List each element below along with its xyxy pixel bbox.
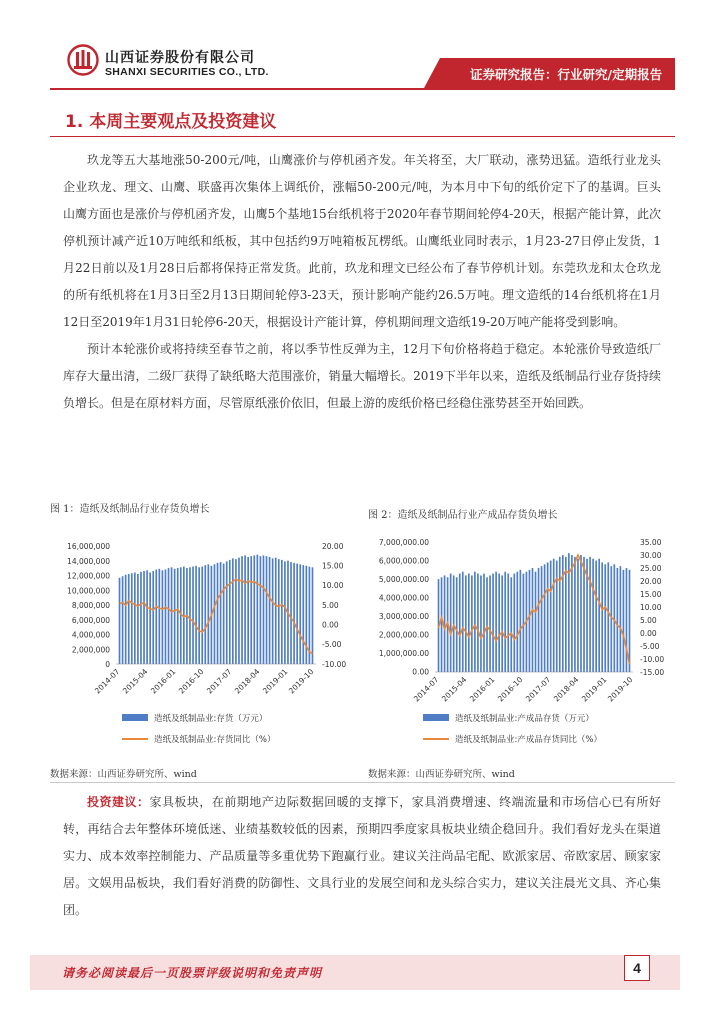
bar: [201, 567, 203, 664]
bar: [529, 570, 531, 672]
bar: [177, 568, 179, 664]
bar: [131, 573, 133, 664]
bar: [192, 567, 194, 664]
bar: [290, 562, 292, 664]
bar: [483, 574, 485, 672]
bar: [174, 569, 176, 664]
y-right-tick: -15.00: [640, 668, 665, 677]
bar: [140, 572, 142, 664]
x-tick: 2019-10: [605, 675, 635, 704]
page-number-box: [624, 955, 650, 981]
bar-series: [119, 555, 314, 664]
bar: [232, 558, 234, 664]
bar: [306, 566, 308, 664]
y-left-tick: 8,000,000: [71, 601, 110, 610]
bar: [122, 576, 124, 664]
y-left-tick: 5,000,000.00: [378, 575, 429, 584]
bar: [474, 572, 476, 672]
bar: [535, 572, 537, 672]
x-tick: 2019-01: [579, 675, 609, 704]
bar: [198, 567, 200, 664]
bar: [507, 574, 509, 672]
bar: [516, 572, 518, 672]
bar: [462, 572, 464, 672]
bar: [495, 572, 497, 672]
bar: [604, 564, 606, 672]
bar: [162, 570, 164, 664]
bar: [598, 559, 600, 672]
bar: [486, 577, 488, 672]
bar: [513, 574, 515, 672]
bar: [266, 556, 268, 664]
y-right-tick: 5.00: [322, 601, 339, 610]
bar: [547, 562, 549, 672]
bar: [119, 578, 121, 664]
investment-text: 家具板块，在前期地产边际数据回暖的支撑下，家具消费增速、终端流量和市场信心已有所好转，再结合去年整体环境低迷、业绩基数较低的因素，预期四季度家具板块业绩企稳回升。我们看好龙头在渠道实力、成本效率控制能力、产品质量等多重优势下跑赢行业。建议关注尚品宅配、欧派家居、帝欧家居、顾家家居。文娱用品板块，我们看好消费的防御性、文具行业的发展空间和龙头综合实力，建议关注晨光文具、齐心集团。: [63, 795, 661, 917]
bar: [312, 567, 314, 664]
bar: [571, 555, 573, 672]
x-tick: 2019-01: [260, 667, 290, 696]
bar: [244, 555, 246, 664]
y-right-tick: 30.00: [640, 551, 662, 560]
bar: [302, 565, 304, 664]
y-right-tick: -5.00: [640, 642, 660, 651]
y-left-tick: 0: [105, 660, 110, 669]
x-ticks: [412, 675, 635, 704]
legend-label: 造纸及纸制品业:存货同比（%）: [154, 735, 276, 745]
bar: [468, 574, 470, 672]
bar: [595, 561, 597, 672]
y-left-tick: 10,000,000: [67, 586, 110, 596]
y-left-tick: 2,000,000: [71, 645, 110, 655]
bar: [626, 568, 628, 672]
legend-label: 造纸及纸制品业:存货（万元）: [154, 714, 268, 724]
footer-bar: [30, 955, 680, 990]
x-tick: 2018-04: [551, 675, 581, 704]
header: [0, 0, 724, 92]
y-left-tick: 6,000,000: [71, 616, 110, 625]
y-left-tick: 2,000,000.00: [378, 630, 429, 640]
section-title: 1. 本周主要观点及投资建议: [65, 112, 277, 132]
header-rule: [50, 88, 675, 90]
bar: [229, 560, 231, 664]
bar: [577, 559, 579, 672]
bar: [523, 574, 525, 672]
y-right-ticks: [322, 542, 346, 669]
bar: [223, 564, 225, 664]
bar: [275, 558, 277, 664]
bar: [520, 570, 522, 672]
legend-swatch-bar: [423, 714, 449, 721]
report-tag-banner: [440, 58, 675, 88]
body-text: [63, 147, 661, 417]
bar: [589, 557, 591, 672]
company-name-cn: 山西证券股份有限公司: [105, 50, 255, 66]
bar: [260, 556, 262, 664]
bar: [217, 563, 219, 664]
y-right-tick: 20.00: [640, 577, 662, 586]
bar: [459, 574, 461, 672]
x-tick: 2014-07: [411, 675, 441, 704]
y-left-tick: 0.00: [412, 667, 429, 677]
bar: [580, 555, 582, 672]
x-tick: 2016-10: [495, 675, 525, 704]
bar: [257, 555, 259, 664]
bar: [556, 561, 558, 672]
y-right-tick: 25.00: [640, 564, 662, 573]
bar: [159, 569, 161, 664]
y-right-tick: 10.00: [640, 603, 662, 612]
bar: [538, 568, 540, 672]
bar: [601, 562, 603, 672]
figure-2-source: 数据来源：山西证券研究所、wind: [368, 769, 515, 780]
bar: [226, 561, 228, 664]
x-ticks: [93, 667, 316, 696]
bar: [278, 559, 280, 664]
bar: [253, 555, 255, 664]
bar: [583, 557, 585, 672]
legend-label: 造纸及纸制品业:产成品存货同比（%）: [455, 735, 602, 745]
bar: [281, 560, 283, 664]
bar: [501, 575, 503, 672]
bar: [250, 556, 252, 664]
y-right-tick: 20.00: [322, 542, 344, 551]
x-tick: 2014-07: [92, 667, 122, 696]
bar: [465, 575, 467, 672]
y-left-tick: 1,000,000.00: [378, 649, 429, 658]
bar: [299, 564, 301, 664]
page-number: 4: [633, 960, 641, 976]
bar: [610, 566, 612, 672]
bar: [562, 555, 564, 672]
bar: [456, 577, 458, 672]
bar: [629, 570, 631, 672]
bar: [574, 557, 576, 672]
bar: [238, 558, 240, 664]
bar: [480, 575, 482, 672]
y-right-tick: 35.00: [640, 538, 662, 547]
bar: [134, 573, 136, 664]
bar: [195, 566, 197, 664]
bar: [450, 574, 452, 672]
bar: [168, 568, 170, 664]
legend-label: 造纸及纸制品业:产成品存货（万元）: [455, 714, 594, 724]
bar: [146, 570, 148, 664]
y-right-tick: 0.00: [640, 629, 657, 638]
bar: [553, 559, 555, 672]
yoy-line: [439, 555, 630, 664]
x-tick: 2015-04: [120, 667, 150, 696]
bar: [235, 559, 237, 664]
company-logo-icon: [67, 44, 99, 76]
x-tick: 2015-04: [439, 675, 469, 704]
y-left-ticks: [67, 542, 110, 669]
bar: [241, 556, 243, 664]
bar: [559, 557, 561, 672]
x-tick: 2017-07: [523, 675, 553, 704]
paragraph-2: 预计本轮涨价或将持续至春节之前，将以季节性反弹为主，12月下旬价格将趋于稳定。本轮涨价导致造纸厂库存大量出清，二级厂获得了缺纸略大范围涨价，销量大幅增长。2019下半年以来，造纸及纸制品行业存货持续负增长。但是在原材料方面，尽管原纸涨价依旧，但最上游的废纸价格已经稳住涨势甚至开始回跌。: [63, 342, 661, 410]
y-left-tick: 16,000,000: [67, 542, 110, 551]
x-tick: 2016-01: [467, 675, 497, 704]
figure-2-title: 图 2：造纸及纸制品行业产成品存货负增长: [368, 510, 558, 521]
bar: [510, 577, 512, 672]
bar: [293, 563, 295, 664]
bar: [189, 567, 191, 664]
bar: [541, 566, 543, 672]
y-left-tick: 4,000,000: [71, 630, 110, 640]
bar: [155, 570, 157, 664]
y-left-tick: 4,000,000.00: [378, 593, 429, 603]
bar: [263, 555, 265, 664]
bar: [617, 568, 619, 672]
bar: [214, 564, 216, 664]
section-rule: [50, 136, 675, 137]
x-tick: 2017-07: [204, 667, 234, 696]
legend: [122, 713, 275, 745]
y-left-tick: 14,000,000: [67, 557, 110, 566]
x-tick: 2016-01: [148, 667, 178, 696]
bar: [477, 574, 479, 672]
bar: [204, 565, 206, 664]
y-right-tick: 5.00: [640, 616, 657, 625]
source-rule: [50, 782, 675, 783]
bar: [149, 573, 151, 664]
y-left-tick: 6,000,000.00: [378, 556, 429, 566]
bar: [137, 574, 139, 664]
bar: [504, 572, 506, 672]
chart-inventory: [50, 530, 360, 755]
bar: [180, 567, 182, 664]
bar: [471, 575, 473, 672]
bar: [125, 575, 127, 664]
y-right-tick: 15.00: [640, 590, 662, 599]
chart-finished-goods: [365, 530, 675, 755]
bar: [220, 562, 222, 664]
figure-1-title: 图 1：造纸及纸制品行业存货负增长: [50, 504, 210, 515]
y-right-tick: -5.00: [322, 640, 342, 649]
bar: [623, 570, 625, 672]
bar: [613, 564, 615, 672]
investment-advice: [63, 789, 661, 924]
figure-1-source: 数据来源：山西证券研究所、wind: [50, 769, 197, 780]
bar: [165, 570, 167, 664]
report-tag: 证券研究报告：行业研究/定期报告: [470, 67, 663, 82]
bar: [441, 577, 443, 672]
disclaimer-text: 请务必阅读最后一页股票评级说明和免责声明: [62, 966, 323, 980]
x-tick: 2016-10: [176, 667, 206, 696]
bar: [489, 575, 491, 672]
bar: [269, 557, 271, 664]
bar: [498, 574, 500, 672]
company-name-en: SHANXI SECURITIES CO., LTD.: [105, 66, 269, 78]
bar: [544, 564, 546, 672]
y-right-tick: -10.00: [640, 655, 665, 664]
bar: [152, 571, 154, 664]
y-right-tick: -10.00: [322, 660, 347, 669]
legend: [423, 713, 602, 745]
bar: [296, 564, 298, 664]
y-left-tick: 3,000,000.00: [378, 612, 429, 621]
bar: [620, 566, 622, 672]
bar: [607, 562, 609, 672]
bar: [247, 557, 249, 664]
bar: [565, 557, 567, 672]
bar: [550, 561, 552, 672]
bar-series: [438, 553, 631, 672]
x-tick: 2018-04: [232, 667, 262, 696]
bar: [284, 561, 286, 664]
investment-label: 投资建议：: [87, 795, 150, 809]
yoy-line: [120, 579, 313, 654]
bar: [492, 574, 494, 672]
y-right-ticks: [640, 538, 664, 677]
bar: [171, 567, 173, 664]
bar: [592, 559, 594, 672]
y-right-tick: 15.00: [322, 561, 344, 571]
x-tick: 2019-10: [286, 667, 316, 696]
paragraph-1: 玖龙等五大基地涨50-200元/吨，山鹰涨价与停机函齐发。年关将至，大厂联动，涨势迅猛。造纸行业龙头企业玖龙、理文、山鹰、联盛再次集体上调纸价，涨幅50-200元/吨，为本月中下旬的纸价定下了的基调。巨头山鹰方面也是涨价与停机函齐发，山鹰5个基地15台纸机将于2020年春节期间轮停4-20天，根据产能计算，此次停机预计减产近10万吨纸和纸板，其中包括约9万吨箱板瓦楞纸。山鹰纸业同时表示，1月23-27日停止发货，1月22日前以及1月28日后都将保持正常发货。此前，玖龙和理文已经公布了春节停机计划。东莞玖龙和太仓玖龙的所有纸机将在1月3日至2月13日期间轮停3-23天，预计影响产能约26.5万吨。理文造纸的14台纸机将在1月12日至2019年1月31日轮停6-20天，根据设计产能计算，停机期间理文造纸19-20万吨产能将受到影响。: [63, 153, 661, 329]
bar: [128, 574, 130, 664]
legend-swatch-bar: [122, 714, 148, 721]
y-right-tick: 0.00: [322, 620, 339, 630]
bar: [272, 558, 274, 664]
y-right-tick: 10.00: [322, 581, 344, 590]
y-left-tick: 12,000,000: [67, 571, 110, 581]
bar: [143, 571, 145, 664]
bar: [532, 568, 534, 672]
bar: [208, 564, 210, 664]
y-left-ticks: [379, 538, 429, 677]
y-left-tick: 7,000,000.00: [378, 538, 429, 547]
